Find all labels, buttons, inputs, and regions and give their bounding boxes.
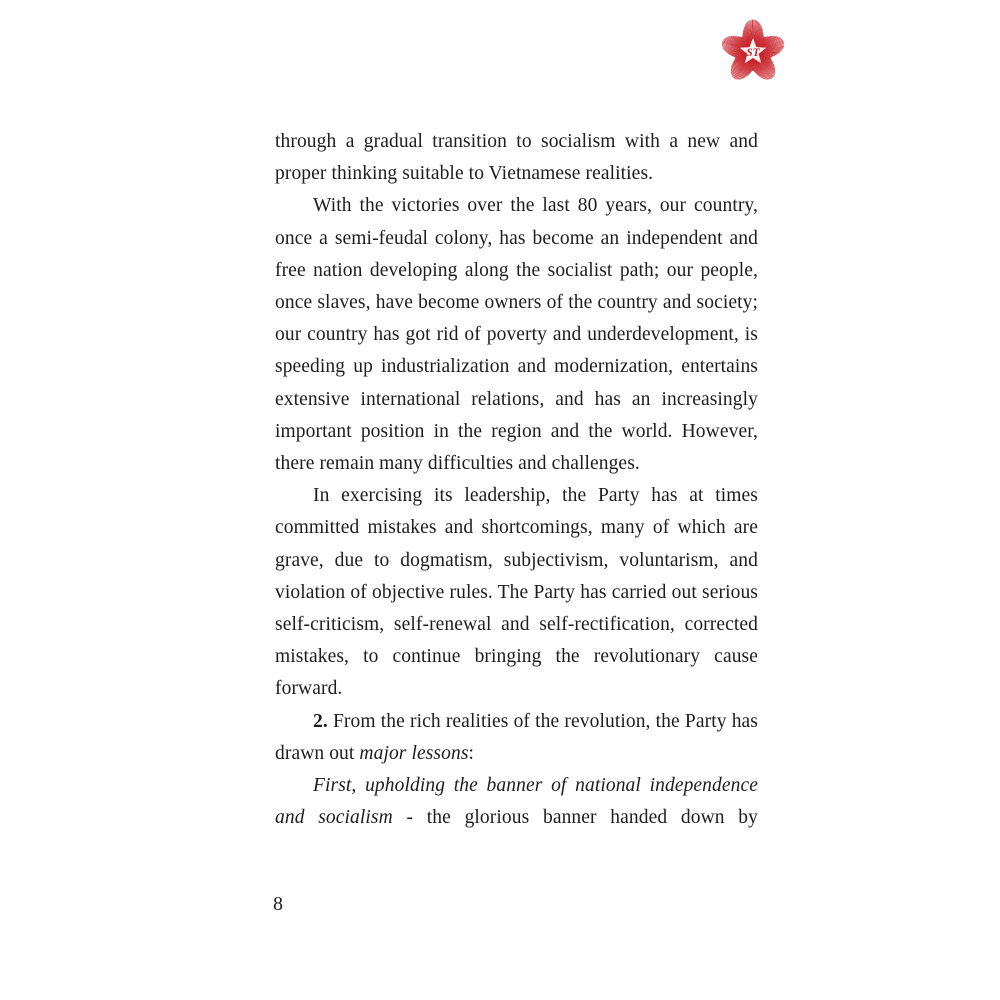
- page-number: 8: [273, 893, 283, 915]
- text-segment: - the glorious banner handed down by: [392, 807, 759, 829]
- text-segment: With the victories over the last 80 years, our country, once a semi-feudal colony, has become an independent and free nation developing along the socialist path; our people, once slaves, have become owners of the country and society; our country has got rid of poverty and underdevelopment, is speeding up industrialization and modernization, entertains extensive international relations, and has an increasingly important position in the region and the world. However, there remain many difficulties and challenges.: [275, 195, 758, 475]
- text-segment: First, upholding the banner of national independence and socialism: [275, 775, 758, 829]
- paragraph: [275, 126, 758, 190]
- text-segment: In exercising its leadership, the Party has at times committed mistakes and shortcomings, many of which are grave, due to dogmatism, subjectivism, voluntarism, and violation of objective rules. The Party has carried out serious self-criticism, self-renewal and self-rectification, corrected mistakes, to continue bringing the revolutionary cause forward.: [275, 485, 758, 700]
- text-segment: through a gradual transition to socialism with a new and proper thinking suitable to Vietnamese realities.: [275, 131, 758, 185]
- paragraph: [275, 770, 758, 834]
- text-segment: :: [468, 742, 475, 764]
- paragraph: [275, 706, 758, 770]
- logo-monogram: ST: [746, 47, 760, 60]
- publisher-logo: [719, 18, 787, 86]
- body-text: [275, 126, 758, 834]
- starburst-emblem-icon: [719, 18, 787, 86]
- paragraph: [275, 480, 758, 705]
- paragraph: [275, 190, 758, 480]
- text-segment: major lessons: [359, 742, 469, 764]
- text-segment: 2.: [313, 710, 328, 732]
- text-segment: From the rich realities of the revolution, the Party has drawn out: [275, 710, 758, 764]
